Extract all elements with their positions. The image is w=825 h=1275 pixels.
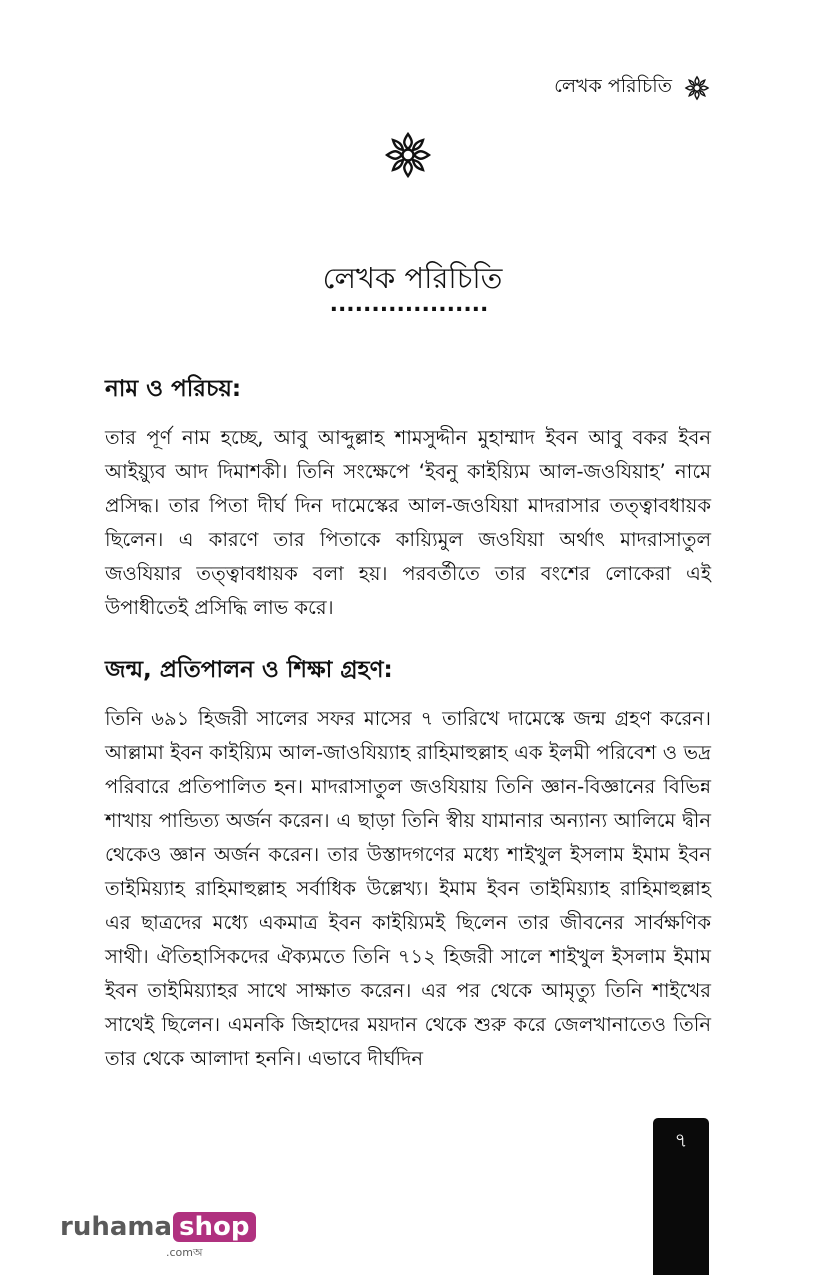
running-head: [554, 72, 710, 104]
page-content: [105, 370, 711, 1076]
page-number-tab: [653, 1118, 709, 1275]
logo-text-shop: shop: [173, 1212, 255, 1242]
section-heading-birth: জন্ম, প্রতিপালন ও শিক্ষা গ্রহণ:: [105, 657, 393, 683]
logo-text-ruhama: ruhama: [60, 1212, 173, 1242]
page-number: ৭: [674, 1128, 688, 1152]
flower-ornament-icon: [684, 75, 710, 101]
section-body-name: তার পূর্ণ নাম হচ্ছে, আবু আব্দুল্লাহ শামসুদ্দীন মুহাম্মাদ ইবন আবু বকর ইবন আইয়্যুব আদ দিমাশকী। তিনি সংক্ষেপে ‘ইবনু কাইয়্যিম আল-জওযিয়াহ’ নামে প্রসিদ্ধ। তার পিতা দীর্ঘ দিন দামেস্কের আল-জওযিয়া মাদরাসার তত্ত্বাবধায়ক ছিলেন। এ কারণে তার পিতাকে কায়্যিমুল জওযিয়া অর্থাৎ মাদরাসাতুল জওযিয়ার তত্ত্বাবধায়ক বলা হয়। পরবর্তীতে তার বংশের লোকেরা এই উপাধীতেই প্রসিদ্ধি লাভ করে।: [105, 426, 711, 619]
chapter-title: লেখক পরিচিতি: [322, 261, 503, 295]
section-body-birth: তিনি ৬৯১ হিজরী সালের সফর মাসের ৭ তারিখে দামেস্কে জন্ম গ্রহণ করেন। আল্লামা ইবন কাইয়্যিম আল-জাওযিয়্যাহ রাহিমাহুল্লাহ এক ইলমী পরিবেশ ও ভদ্র পরিবারে প্রতিপালিত হন। মাদরাসাতুল জওযিয়ায় তিনি জ্ঞান-বিজ্ঞানের বিভিন্ন শাখায় পান্ডিত্য অর্জন করেন। এ ছাড়া তিনি স্বীয় যামানার অন্যান্য আলিমে দ্বীন থেকেও জ্ঞান অর্জন করেন। তার উস্তাদগণের মধ্যে শাইখুল ইসলাম ইমাম ইবন তাইমিয়্যাহ রাহিমাহুল্লাহ সর্বাধিক উল্লেখ্য। ইমাম ইবন তাইমিয়্যাহ রাহিমাহুল্লাহ এর ছাত্রদের মধ্যে একমাত্র ইবন কাইয়্যিমই ছিলেন তার জীবনের সার্বক্ষণিক সাথী। ঐতিহাসিকদের ঐক্যমতে তিনি ৭১২ হিজরী সালে শাইখুল ইসলাম ইমাম ইবন তাইমিয়্যাহর সাথে সাক্ষাত করেন। এর পর থেকে আমৃত্যু তিনি শাইখের সাথেই ছিলেন। এমনকি জিহাদের ময়দান থেকে শুরু করে জেলখানাতেও তিনি তার থেকে আলাদা হননি। এভাবে দীর্ঘদিন: [105, 707, 711, 1070]
logo-suffix: .comঅ: [166, 1246, 203, 1259]
running-head-text: লেখক পরিচিতি: [554, 75, 672, 97]
section-heading-name: নাম ও পরিচয়:: [105, 376, 242, 402]
publisher-logo: [60, 1212, 256, 1259]
star-flower-ornament-icon: [385, 132, 431, 178]
title-dotted-rule: ...................: [329, 292, 489, 317]
